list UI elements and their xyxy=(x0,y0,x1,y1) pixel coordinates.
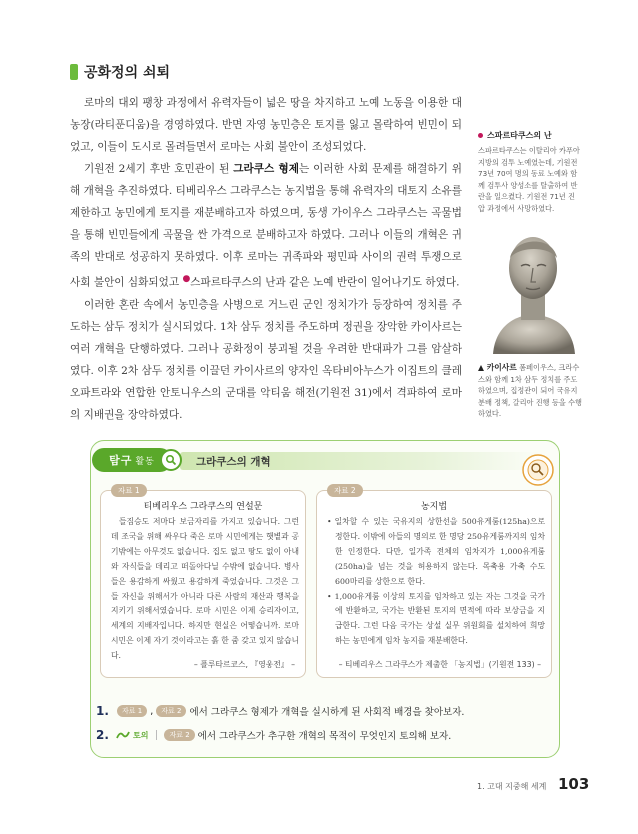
paragraph-1: 로마의 대외 팽창 과정에서 유력자들이 넓은 땅을 차지하고 노예 노동을 이용한 대농장(라티푼디움)을 경영하였다. 반면 자영 농민층은 토지를 잃고 몰락하여 빈민이 되었고, 이들이 도시로 몰려들면서 로마는 사회 불안이 조성되었다. xyxy=(70,97,462,153)
question-1 xyxy=(96,704,464,718)
question-1-text: 에서 그라쿠스 형제가 개혁을 실시하게 된 사회적 배경을 찾아보자. xyxy=(189,707,465,718)
side-note-spartacus xyxy=(478,130,580,214)
activity-title: 그라쿠스의 개혁 xyxy=(196,456,271,468)
question-2-number: 2. xyxy=(96,728,109,742)
question-2 xyxy=(96,728,451,742)
activity-tab-main: 탐구 xyxy=(109,454,133,467)
question-1-comma: , xyxy=(150,705,154,717)
source-1-card xyxy=(100,486,306,678)
source-2-card xyxy=(316,486,552,678)
separator xyxy=(156,730,157,740)
magnifier-icon xyxy=(160,449,182,471)
side-note-title: 스파르타쿠스의 난 xyxy=(487,131,552,140)
side-note-body: 스파르타쿠스는 이탈리아 카푸아 지방의 검투 노예였는데, 기원전 73년 70여 명의 동료 노예와 함께 검투사 양성소를 탈출하여 반란을 일으켰다. 기원전 71년 진압 과정에서 사망하였다. xyxy=(478,146,580,213)
list-item: • 1,000유게룸 이상의 토지를 임차하고 있는 자는 그것을 국가에 반환하고, 국가는 반환된 토지의 면적에 따라 보상금을 지급한다. 그런 다음 국가는 상설 실무 위원회를 설치하여 희망하는 농민에게 임차 농지를 재분배한다. xyxy=(327,590,545,650)
note-dot-icon xyxy=(478,133,483,138)
footer-chapter-label: 1. 고대 지중해 세계 xyxy=(477,782,547,791)
discussion-label: 토의 xyxy=(116,730,148,741)
discussion-icon xyxy=(116,730,130,740)
gracchus-brothers-term: 그라쿠스 형제 xyxy=(233,163,299,175)
section-heading xyxy=(70,62,170,82)
question-2-text: 에서 그라쿠스가 추구한 개혁의 목적이 무엇인지 토의해 보자. xyxy=(197,731,452,742)
badge-sticker-icon xyxy=(520,452,556,488)
question-1-number: 1. xyxy=(96,704,109,718)
image-caption xyxy=(478,362,582,420)
question-1-chip-2: 자료 2 xyxy=(156,705,186,717)
activity-tab-sub: 활동 xyxy=(135,456,155,467)
caption-text: 폼페이우스, 크라수스와 함께 1차 삼두 정치를 주도하였으며, 집정관이 되어 국유지 분배 정책, 갈리아 진행 등을 수행하였다. xyxy=(478,363,582,418)
source-2-tag: 자료 2 xyxy=(327,484,363,497)
question-1-chip-1: 자료 1 xyxy=(117,705,147,717)
body-text xyxy=(70,92,462,426)
question-2-chip: 자료 2 xyxy=(164,729,194,741)
source-1-heading: 티베리우스 그라쿠스의 연설문 xyxy=(143,502,263,512)
caesar-bust-image xyxy=(483,224,583,354)
source-1-reference: – 플루타르코스, 『영웅전』 – xyxy=(193,660,295,669)
source-1-body: 들짐승도 저마다 보금자리를 가지고 있습니다. 그런데 조국을 위해 싸우다 죽은 로마 시민에게는 햇볕과 공기밖에는 아무것도 없습니다. 집도 없고 땅도 없이 아내와 자식들을 데리고 떠돌아다닐 수밖에 없습니다. 병사들은 용감하게 싸웠고 용감하게 죽었습니다. 그것은 그들 자신을 위해서가 아니라 다른 사람의 재산과 행복을 지키기 위해서였습니다. 로마 시민은 이제 승리자이고, 세계의 지배자입니다. 하지만 현실은 어떻습니까. 로마 시민은 이제 자기 것이라고는 흙 한 줌 갖고 있지 않습니다. xyxy=(111,517,300,661)
section-marker xyxy=(70,64,78,80)
source-2-reference: – 티베리우스 그라쿠스가 제출한 「농지법」(기원전 133) – xyxy=(338,660,541,669)
source-2-list xyxy=(327,515,545,649)
source-2-heading: 농지법 xyxy=(420,502,448,512)
caption-name: ▲ 카이사르 xyxy=(478,363,517,372)
section-title: 공화정의 쇠퇴 xyxy=(84,65,171,81)
source-1-tag: 자료 1 xyxy=(111,484,147,497)
note-marker: ● xyxy=(182,274,191,284)
list-item: • 일차할 수 있는 국유지의 상한선을 500유게룸(125ha)으로 정한다. 이밖에 아들의 명의로 한 명당 250유게룸까지의 임차한 인정한다. 다만, 일가족 전체의 임차지가 1,000유게룸(250ha)을 넘는 것을 허용하지 않는다. 목축용 가축 수도 600마리를 상한으로 한다. xyxy=(327,515,545,590)
paragraph-3: 이러한 혼란 속에서 농민층을 사병으로 거느린 군인 정치가가 등장하여 정치를 주도하는 삼두 정치가 실시되었다. 1차 삼두 정치를 주도하며 정권을 장악한 카이사르는 여러 개혁을 단행하였다. 그러나 공화정이 붕괴될 것을 우려한 반대파가 그를 암살하였다. 이후 2차 삼두 정치를 이끌던 카이사르의 양자인 옥타비아누스가 이집트의 클레오파트라와 연합한 안토니우스의 군대를 악티움 해전(기원전 31)에서 격파하여 로마의 지배권을 장악하였다. xyxy=(70,298,462,421)
page-number: 103 xyxy=(558,775,590,793)
paragraph-2: 기원전 2세기 후반 호민관이 된 그라쿠스 형제는 이러한 사회 문제를 해결하기 위해 개혁을 추진하였다. 티베리우스 그라쿠스는 농지법을 통해 유력자의 대토지 소유를 제한하고 농민에게 토지를 재분배하고자 하였으며, 동생 가이우스 그라쿠스는 곡물법을 통해 빈민들에게 곡물을 싼 가격으로 분배하고자 하였다. 그러나 이들의 개혁은 귀족의 반대로 성공하지 못하였다. 이후 로마는 귀족파와 평민파 사이의 권력 투쟁으로 사회 불안이 심화되었고 ●스파르타쿠스의 난과 같은 노예 반란이 일어나기도 하였다. xyxy=(70,163,462,289)
